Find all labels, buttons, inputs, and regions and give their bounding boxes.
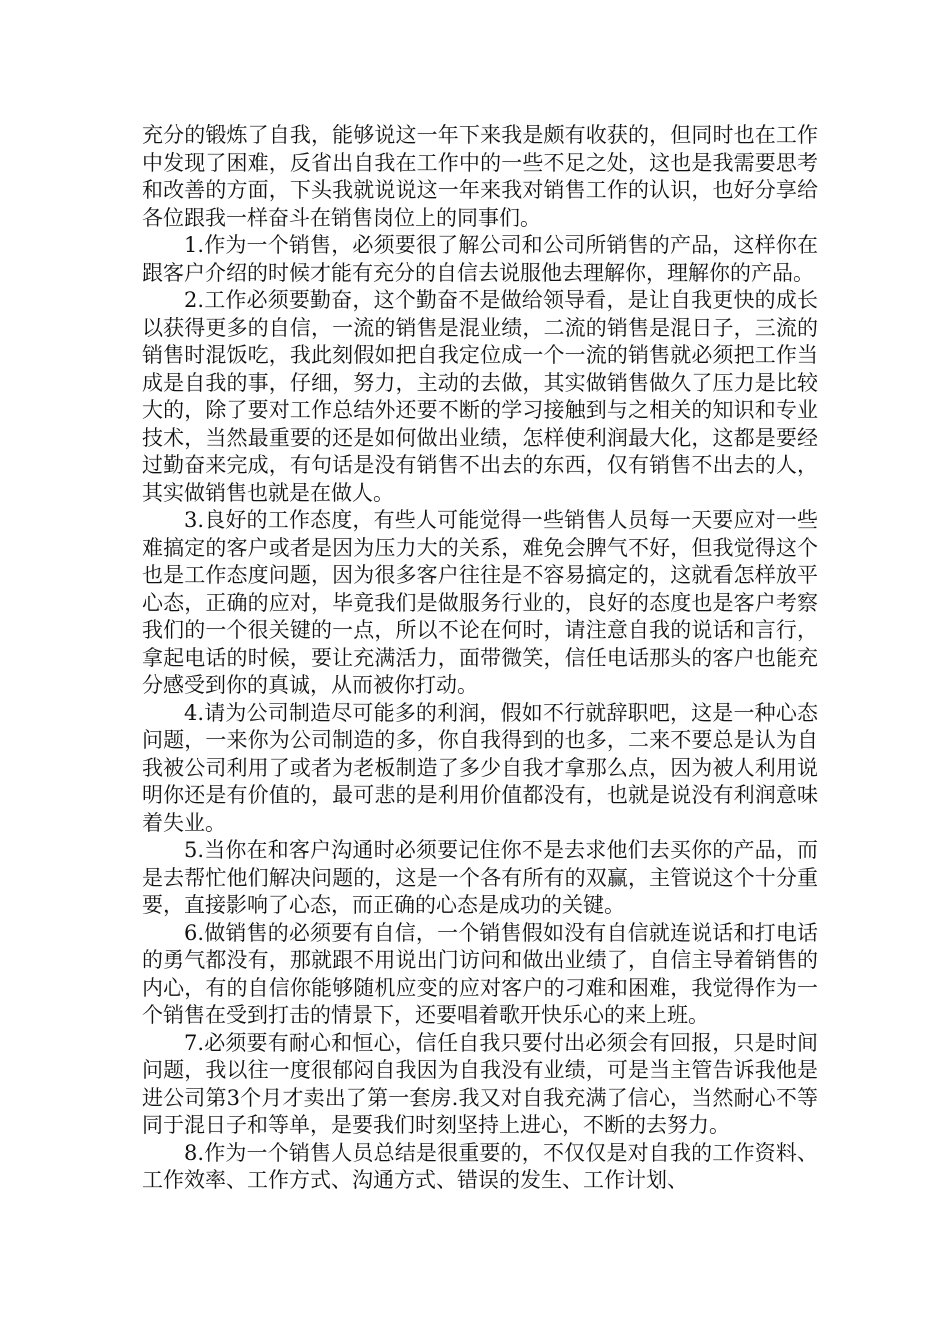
paragraph-point-5: 5.当你在和客户沟通时必须要记住你不是去求他们去买你的产品，而是去帮忙他们解决问题的，这是一个各有所有的双赢，主管说这个十分重要，直接影响了心态，而正确的心态是成功的关键。 [142,838,818,917]
paragraph-point-4: 4.请为公司制造尽可能多的利润，假如不行就辞职吧，这是一种心态问题，一来你为公司制造的多，你自我得到的也多，二来不要总是认为自我被公司利用了或者为老板制造了多少自我才拿那么点，因为被人利用说明你还是有价值的，最可悲的是利用价值都没有，也就是说没有利润意味着失业。 [142,700,818,835]
paragraph-intro: 充分的锻炼了自我，能够说这一年下来我是颇有收获的，但同时也在工作中发现了困难，反省出自我在工作中的一些不足之处，这也是我需要思考和改善的方面，下头我就说说这一年来我对销售工作的认识，也好分享给各位跟我一样奋斗在销售岗位上的同事们。 [142,123,818,230]
paragraph-point-8: 8.作为一个销售人员总结是很重要的，不仅仅是对自我的工作资料、工作效率、工作方式、沟通方式、错误的发生、工作计划、 [142,1140,818,1192]
paragraph-point-1: 1.作为一个销售，必须要很了解公司和公司所销售的产品，这样你在跟客户介绍的时候才能有充分的自信去说服他去理解你，理解你的产品。 [142,233,818,285]
paragraph-point-3: 3.良好的工作态度，有些人可能觉得一些销售人员每一天要应对一些难搞定的客户或者是因为压力大的关系，难免会脾气不好，但我觉得这个也是工作态度问题，因为很多客户往往是不容易搞定的，这就看怎样放平心态，正确的应对，毕竟我们是做服务行业的，良好的态度也是客户考察我们的一个很关键的一点，所以不论在何时，请注意自我的说话和言行，拿起电话的时候，要让充满活力，面带微笑，信任电话那头的客户也能充分感受到你的真诚，从而被你打动。 [142,508,818,697]
paragraph-point-2: 2.工作必须要勤奋，这个勤奋不是做给领导看，是让自我更快的成长以获得更多的自信，一流的销售是混业绩，二流的销售是混日子，三流的销售时混饭吃，我此刻假如把自我定位成一个一流的销售就必须把工作当成是自我的事，仔细，努力，主动的去做，其实做销售做久了压力是比较大的，除了要对工作总结外还要不断的学习接触到与之相关的知识和专业技术，当然最重要的还是如何做出业绩，怎样使利润最大化，这都是要经过勤奋来完成，有句话是没有销售不出去的东西，仅有销售不出去的人，其实做销售也就是在做人。 [142,288,818,505]
paragraph-point-6: 6.做销售的必须要有自信，一个销售假如没有自信就连说话和打电话的勇气都没有，那就跟不用说出门访问和做出业绩了，自信主导着销售的内心，有的自信你能够随机应变的应对客户的刁难和困难，我觉得作为一个销售在受到打击的情景下，还要唱着歌开快乐心的来上班。 [142,920,818,1027]
paragraph-point-7: 7.必须要有耐心和恒心，信任自我只要付出必须会有回报，只是时间问题，我以往一度很郁闷自我因为自我没有业绩，可是当主管告诉我他是进公司第3个月才卖出了第一套房.我又对自我充满了信心，当然耐心不等同于混日子和等单，是要我们时刻坚持上进心，不断的去努力。 [142,1030,818,1137]
document-body [142,122,818,1195]
